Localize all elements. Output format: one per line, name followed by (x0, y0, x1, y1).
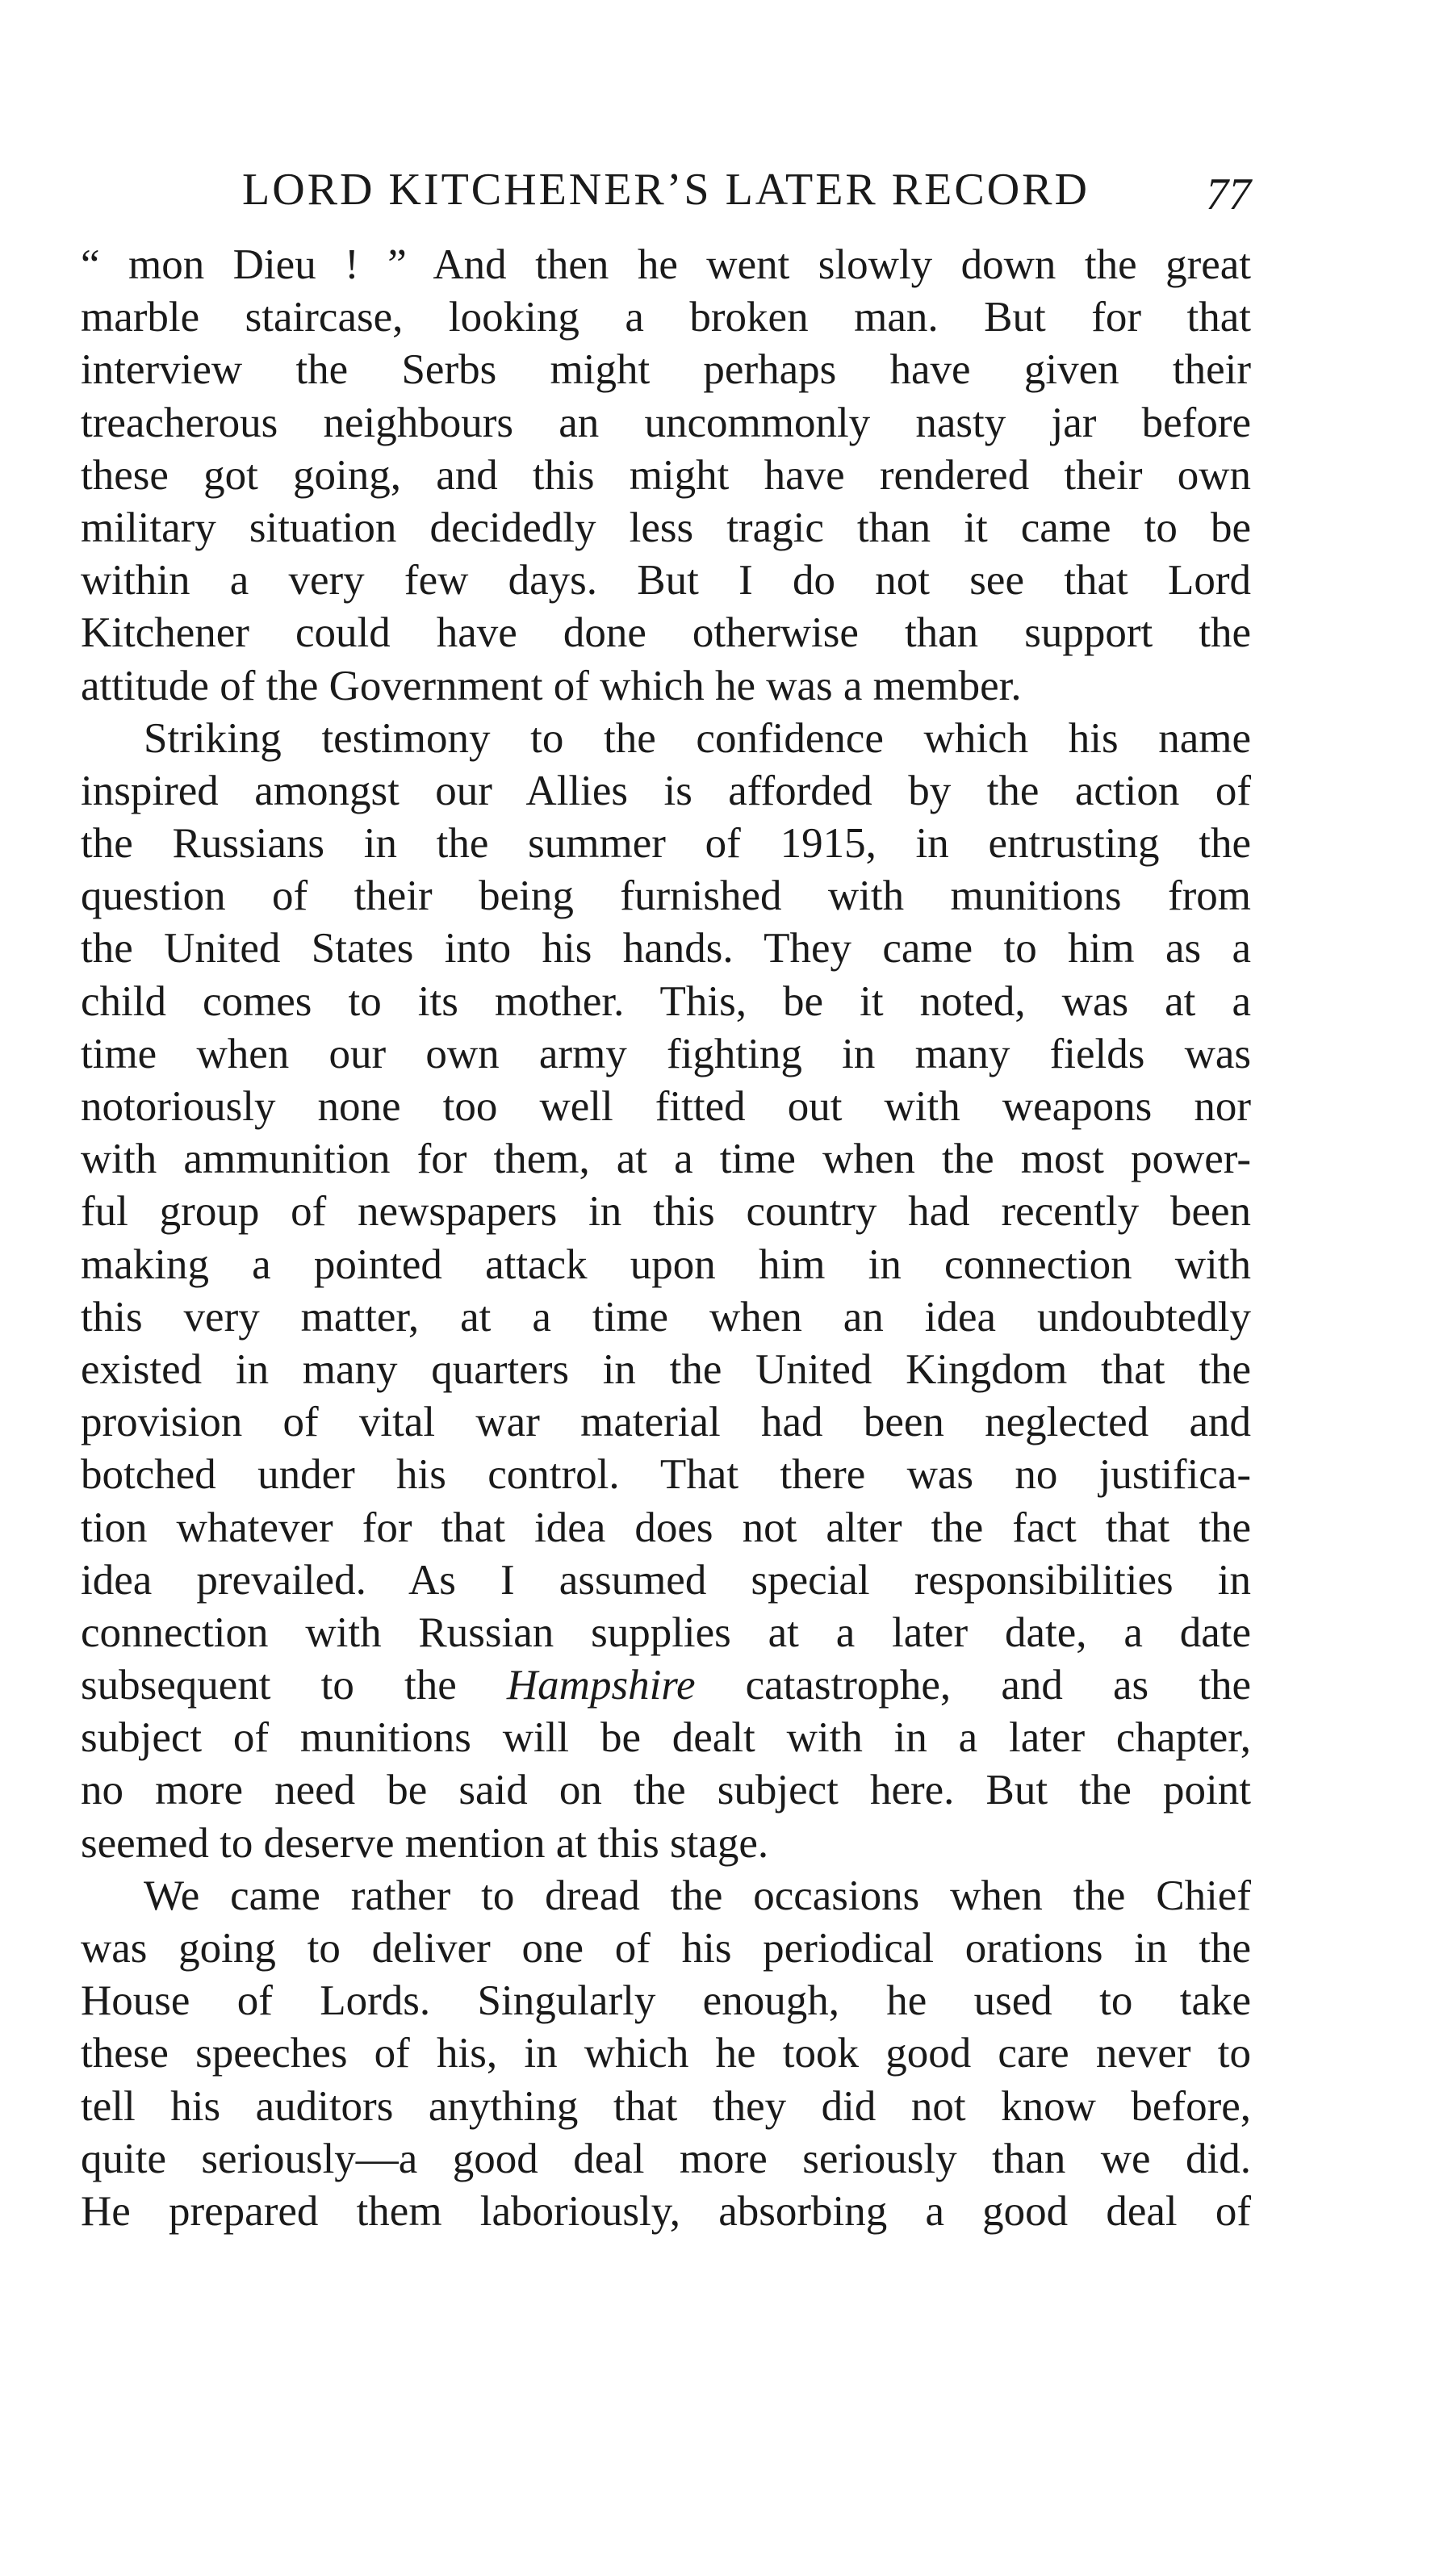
body-text (81, 239, 1251, 2238)
text-line-30: no more need be said on the subject here. But the point (81, 1767, 1251, 1814)
text-line-37: quite seriously—a good deal more seriously than we did. (81, 2135, 1251, 2182)
text-line-26: idea prevailed. As I assumed special responsibilities in (81, 1556, 1251, 1604)
text-line-11: inspired amongst our Allies is afforded by the action of (81, 767, 1251, 814)
text-line-28-suffix: catastrophe, and as the (695, 1662, 1251, 1709)
text-line-33: was going to deliver one of his periodical orations in the (81, 1925, 1251, 1972)
text-line-6: military situation decidedly less tragic than it came to be (81, 504, 1251, 551)
text-line-21: this very matter, at a time when an idea undoubtedly (81, 1293, 1251, 1341)
text-line-20: making a pointed attack upon him in connection with (81, 1240, 1251, 1288)
text-line-10: Striking testimony to the confidence which his name (144, 714, 1251, 762)
text-line-17: notoriously none too well fitted out with weapons nor (81, 1083, 1251, 1130)
text-line-34: House of Lords. Singularly enough, he used to take (81, 1977, 1251, 2025)
text-line-24: botched under his control. That there was no justifica- (81, 1451, 1251, 1499)
text-line-25: tion whatever for that idea does not alter the fact that the (81, 1504, 1251, 1551)
text-line-22: existed in many quarters in the United Kingdom that the (81, 1345, 1251, 1393)
text-line-14: the United States into his hands. They came to him as a (81, 925, 1251, 973)
running-head (81, 161, 1251, 218)
text-line-2: marble staircase, looking a broken man. But for that (81, 294, 1251, 341)
text-line-38: He prepared them laboriously, absorbing a good deal of (81, 2187, 1251, 2235)
text-line-32: We came rather to dread the occasions when the Chief (144, 1872, 1251, 1919)
text-line-36: tell his auditors anything that they did not know before, (81, 2082, 1251, 2130)
text-line-31: seemed to deserve mention at this stage. (81, 1819, 769, 1867)
text-line-3: interview the Serbs might perhaps have given their (81, 346, 1251, 394)
text-line-1: “ mon Dieu ! ” And then he went slowly down the great (81, 241, 1251, 288)
text-line-19: ful group of newspapers in this country had recently been (81, 1188, 1251, 1236)
ship-name-hampshire: Hampshire (506, 1662, 696, 1709)
text-line-28 (81, 1659, 1251, 1712)
text-line-13: question of their being furnished with munitions from (81, 872, 1251, 920)
page-number: 77 (1206, 169, 1251, 220)
text-line-23: provision of vital war material had been neglected and (81, 1399, 1251, 1446)
text-line-18: with ammunition for them, at a time when the most power- (81, 1136, 1251, 1183)
text-line-5: these got going, and this might have rendered their own (81, 451, 1251, 499)
text-line-7: within a very few days. But I do not see that Lord (81, 557, 1251, 604)
text-line-12: the Russians in the summer of 1915, in entrusting the (81, 820, 1251, 868)
text-line-29: subject of munitions will be dealt with in a later chapter, (81, 1714, 1251, 1762)
text-line-27: connection with Russian supplies at a later date, a date (81, 1608, 1251, 1656)
text-line-4: treacherous neighbours an uncommonly nasty jar before (81, 399, 1251, 446)
running-title: LORD KITCHENER’S LATER RECORD (242, 165, 1090, 215)
text-line-28-prefix: subsequent to the (81, 1662, 507, 1709)
text-line-15: child comes to its mother. This, be it noted, was at a (81, 977, 1251, 1025)
text-line-8: Kitchener could have done otherwise than support the (81, 609, 1251, 657)
text-line-35: these speeches of his, in which he took good care never to (81, 2030, 1251, 2077)
text-line-9: attitude of the Government of which he was a member. (81, 662, 1022, 709)
text-line-16: time when our own army fighting in many fields was (81, 1030, 1251, 1077)
